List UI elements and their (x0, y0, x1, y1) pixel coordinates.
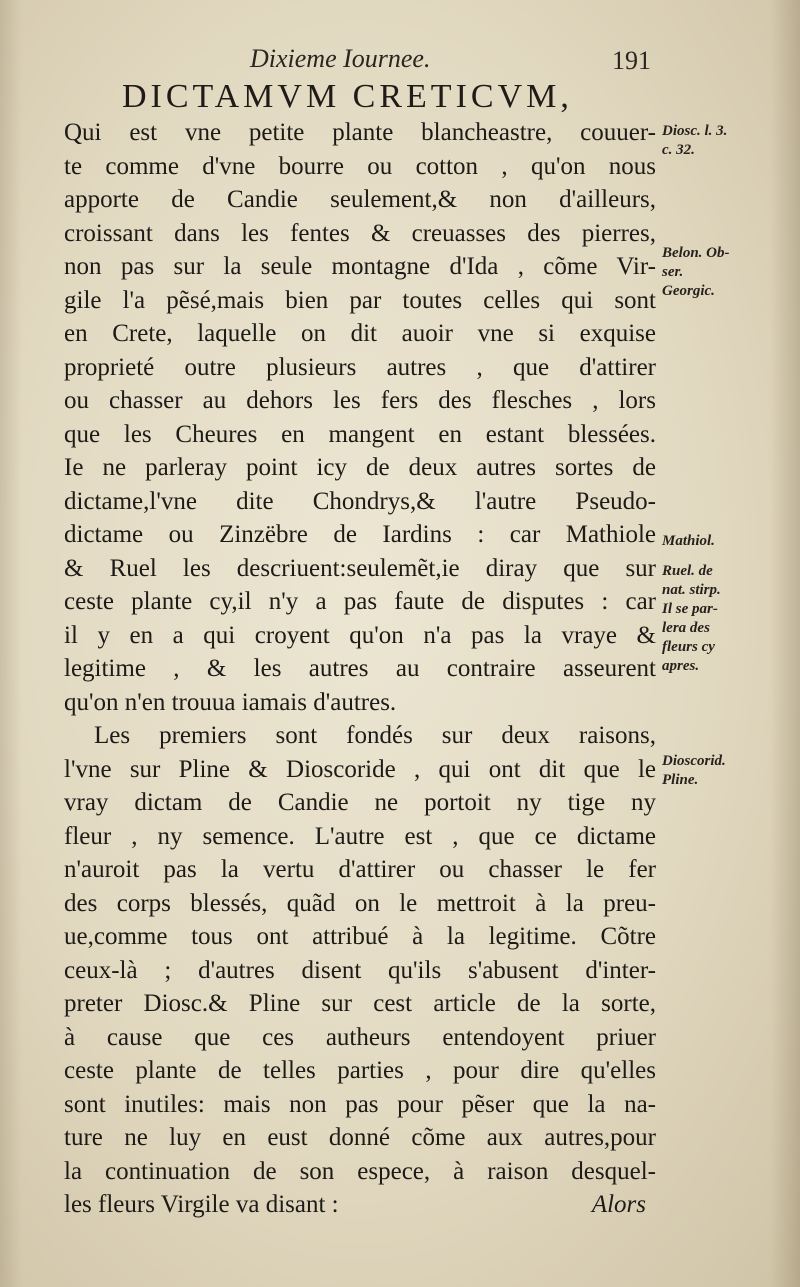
text-line: en Crete, laquelle on dit auoir vne si exquise (64, 320, 656, 347)
text-line: ceste plante cy,il n'y a pas faute de disputes : car (64, 588, 656, 615)
margin-note: Belon. Ob- ser. Georgic. (662, 245, 730, 299)
text-line: ue,comme tous ont attribué à la legitime. Cõtre (64, 923, 656, 950)
text-line: proprieté outre plusieurs autres , que d'attirer (64, 353, 656, 381)
text-line: te comme d'vne bourre ou cotton , qu'on nous (64, 152, 656, 180)
section-title: DICTAMVM CRETICVM, (122, 78, 573, 115)
text-line: ture ne luy en eust donné cõme aux autres,pour (64, 1124, 656, 1151)
text-line: & Ruel les descriuent:seulemẽt,ie diray que sur (64, 554, 656, 582)
catchword: Alors (591, 1191, 646, 1218)
text-line: gile l'a pẽsé,mais bien par toutes celles qui sont (64, 286, 656, 314)
margin-note: Dioscorid. Pline. (662, 753, 726, 788)
page-shadow-right (770, 0, 800, 1287)
margin-note: Ruel. de nat. stirp. Il se par- lera des fleurs cy apres. (662, 563, 721, 674)
text-line: ceste plante de telles parties , pour dire qu'elles (64, 1057, 656, 1084)
text-line: les fleurs Virgile va disant : (64, 1191, 339, 1218)
text-line: qu'on n'en trouua iamais d'autres. (64, 688, 397, 716)
text-line: il y en a qui croyent qu'on n'a pas la vraye & (64, 621, 656, 649)
text-line: des corps blessés, quãd on le mettroit à la preu- (64, 889, 656, 917)
margin-note: Diosc. l. 3. c. 32. (662, 123, 728, 158)
text-line: dictame ou Zinzëbre de Iardins : car Mathiole (64, 521, 656, 548)
running-head: Dixieme Iournee. (250, 44, 431, 73)
text-line: Ie ne parleray point icy de deux autres sortes de (64, 454, 656, 481)
text-line: Les premiers sont fondés sur deux raisons, (94, 722, 656, 749)
text-line: à cause que ces autheurs entendoyent priuer (64, 1023, 656, 1051)
text-line: la continuation de son espece, à raison desquel- (64, 1157, 656, 1185)
text-line: preter Diosc.& Pline sur cest article de la sorte, (64, 990, 656, 1017)
text-line: ou chasser au dehors les fers des flesches , lors (64, 387, 656, 414)
page-number: 191 (612, 46, 651, 75)
body-text (64, 116, 656, 1222)
text-line: n'auroit pas la vertu d'attirer ou chasser le fer (64, 856, 656, 883)
text-line: legitime , & les autres au contraire asseurent (64, 655, 656, 682)
text-line: non pas sur la seule montagne d'Ida , cõme Vir- (64, 253, 656, 280)
page-shadow-left (0, 0, 22, 1287)
text-line: fleur , ny semence. L'autre est , que ce dictame (64, 822, 656, 850)
text-line: dictame,l'vne dite Chondrys,& l'autre Pseudo- (64, 487, 656, 515)
text-line: apporte de Candie seulement,& non d'ailleurs, (64, 186, 656, 213)
margin-note: Mathiol. (662, 533, 715, 549)
last-line (64, 1188, 656, 1222)
text-line: sont inutiles: mais non pas pour pẽser que la na- (64, 1090, 656, 1118)
text-line: ceux-là ; d'autres disent qu'ils s'abusent d'inter- (64, 956, 656, 984)
text-line: Qui est vne petite plante blancheastre, couuer- (64, 119, 656, 146)
text-line: croissant dans les fentes & creuasses des pierres, (64, 219, 656, 247)
text-line: que les Cheures en mangent en estant blessées. (64, 420, 656, 448)
text-line: vray dictam de Candie ne portoit ny tige ny (64, 789, 656, 816)
text-line: l'vne sur Pline & Dioscoride , qui ont dit que le (64, 755, 656, 783)
